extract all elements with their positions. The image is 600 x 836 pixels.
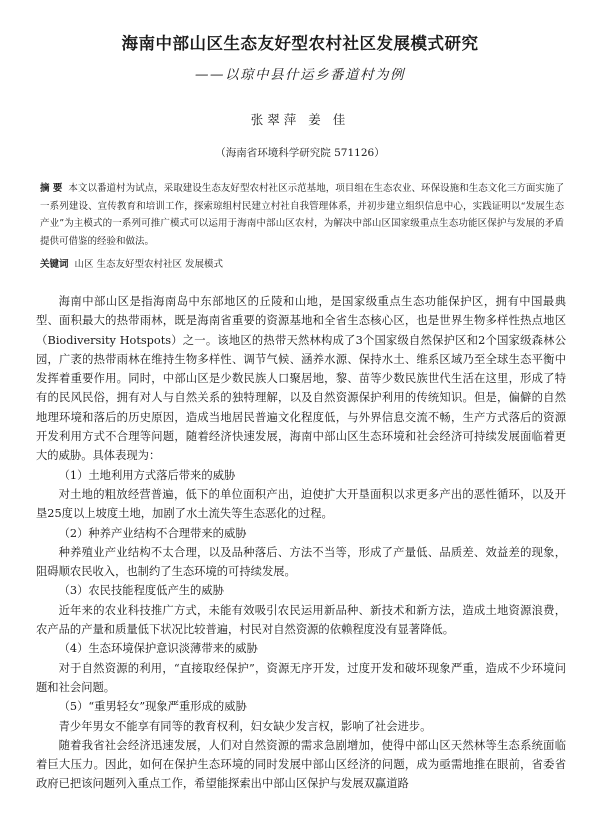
abstract-text: 本文以番道村为试点，采取建设生态友好型农村社区示范基地，项目组在生态农业、环保设施和生态文化三方面实施了一系列建设、宣传教育和培训工作，探索琼组村民建立村社自我管理体系，并初步建立组织信息中心，实践证明以“发展生态产业”为主模式的一系列可推广模式可以运用于海南中部山区农村，为解决中部山区国家级重点生态功能区保护与发展的矛盾提供可借鉴的经验和做法。 xyxy=(40,183,564,247)
section-paragraph: 对土地的粗放经营普遍，低下的单位面积产出，迫使扩大开垦面积以求更多产出的恶性循环，以及开垦25度以上坡度土地，加剧了水土流失等生态恶化的过程。 xyxy=(36,487,566,521)
section-heading: （4）生态环境保护意识淡薄带来的威胁 xyxy=(58,642,258,656)
abstract-label: 摘 要 xyxy=(40,183,63,194)
body-text xyxy=(36,292,566,794)
keywords-text: 山区 生态友好型农村社区 发展模式 xyxy=(74,259,224,270)
section-paragraph: 近年来的农业科技推广方式，未能有效吸引农民运用新品种、新技术和新方法，造成土地资源浪费，农产品的产量和质量低下状况比较普遍，村民对自然资源的依赖程度没有显著降低。 xyxy=(36,603,566,637)
affiliation: （海南省环境科学研究院 571126） xyxy=(215,147,385,159)
section-heading: （5）“重男轻女”现象严重形成的威胁 xyxy=(58,700,247,714)
keywords-label: 关键词 xyxy=(40,259,69,270)
section-heading: （2）种养产业结构不合理带来的威胁 xyxy=(58,526,247,540)
section-paragraph: 青少年男女不能享有同等的教育权利，妇女缺少发言权，影响了社会进步。 xyxy=(58,719,432,733)
keywords xyxy=(40,256,564,274)
section-paragraph: 种养殖业产业结构不太合理，以及品种落后、方法不当等，形成了产量低、品质差、效益差的现象，阻碍顺农民收入，也制约了生态环境的可持续发展。 xyxy=(36,545,566,579)
authors: 张翠萍 姜 佳 xyxy=(250,112,350,127)
section-heading: （3）农民技能程度低产生的威胁 xyxy=(58,584,224,598)
closing-paragraph: 随着我省社会经济迅速发展，人们对自然资源的需求急剧增加，使得中部山区天然林等生态系统面临着巨大压力。因此，如何在保护生态环境的同时发展中部山区经济的问题，成为亟需地推在眼前，省委省政府已把该问题列入重点工作，希望能探索出中部山区保护与发展双赢道路 xyxy=(36,738,566,791)
section-heading: （1）土地利用方式落后带来的威胁 xyxy=(58,468,236,482)
page-title: 海南中部山区生态友好型农村社区发展模式研究 xyxy=(121,34,479,53)
intro-paragraph: 海南中部山区是指海南岛中东部地区的丘陵和山地，是国家级重点生态功能保护区，拥有中国最典型、面积最大的热带雨林，既是海南省重要的资源基地和全省生态核心区，也是世界生物多样性热点地区（Biodiversity Hotspots）之一。该地区的热带天然林构成了3个国家级自然保护区和2个国家级森林公园，广袤的热带雨林在维持生物多样性、调节气候、涵养水源、保持水土、维系区域乃至全球生态平衡中发挥着重要作用。同时，中部山区是少数民族人口聚居地，黎、苗等少数民族世代生活在这里，形成了特有的民风民俗，拥有对人与自然关系的独特理解，以及自然资源保护利用的传统知识。但是，偏僻的自然地理环境和落后的历史原因，造成当地居民普遍文化程度低，与外界信息交流不畅，生产方式落后的资源开发利用方式不合理等问题，随着经济快速发展，海南中部山区生态环境和社会经济可持续发展面临着更大的威胁。具体表现为： xyxy=(36,295,566,463)
abstract xyxy=(40,180,564,250)
section-paragraph: 对于自然资源的利用，“直接取经保护”，资源无序开发，过度开发和破坏现象严重，造成不少环境问题和社会问题。 xyxy=(36,661,566,694)
page-subtitle: ——以琼中县什运乡番道村为例 xyxy=(195,67,405,83)
